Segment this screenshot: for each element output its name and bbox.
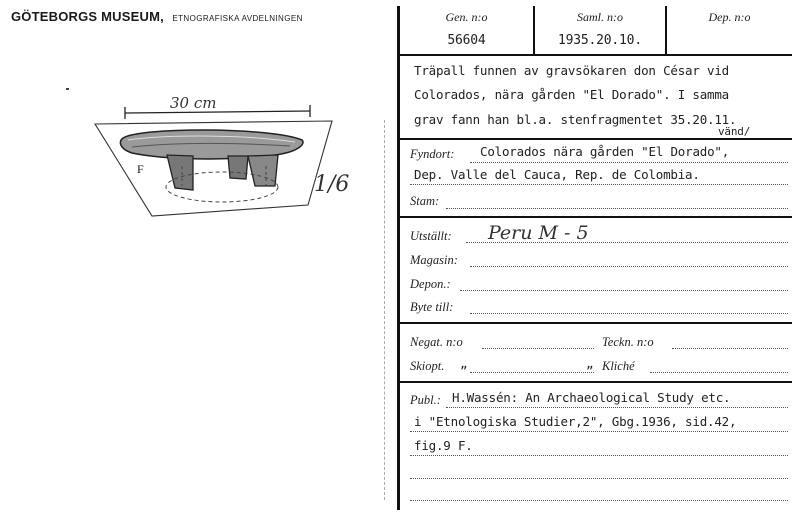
kliche-value: „ — [586, 356, 594, 371]
publ-dots-5 — [410, 500, 788, 501]
header-bottom-line — [398, 54, 792, 56]
saml-number-label: Saml. n:o — [577, 10, 623, 24]
utstallt-value: Peru M - 5 — [488, 222, 589, 244]
storage-bottom-line — [398, 322, 792, 324]
publ-dots-3 — [410, 455, 788, 456]
depon-dots — [460, 290, 788, 291]
publ-label: Publ.: — [410, 393, 441, 407]
skiopt-label: Skiopt. — [410, 359, 445, 373]
dep-number-cell — [667, 10, 792, 25]
saml-number-value: 1935.20.10. — [558, 33, 642, 48]
byte-label: Byte till: — [410, 300, 454, 314]
gen-number-value: 56604 — [447, 33, 486, 48]
publ-dots-4 — [410, 478, 788, 479]
description-note: vänd/ — [718, 125, 751, 138]
utstallt-label: Utställt: — [410, 229, 452, 243]
description-line-1: Träpall funnen av gravsökaren don César vid — [414, 63, 730, 78]
card-fold-line — [384, 120, 385, 500]
description-line-3: grav fann han bl.a. stenfragmentet 35.20.11. — [414, 112, 737, 127]
publ-line-1: H.Wassén: An Archaeological Study etc. — [452, 390, 731, 405]
description-bottom-line — [398, 138, 792, 140]
stool-drawing-icon — [70, 80, 370, 230]
department-name: ETNOGRAFISKA AVDELNINGEN — [172, 14, 303, 23]
stam-label: Stam: — [410, 194, 440, 208]
depon-label: Depon.: — [410, 277, 451, 291]
gen-number-label: Gen. n:o — [445, 10, 488, 24]
museum-name: GÖTEBORGS MUSEUM, — [11, 9, 164, 24]
skiopt-value: „ — [460, 356, 468, 371]
fyndort-line-1: Colorados nära gården "El Dorado", — [480, 144, 730, 159]
stool-sketch — [70, 80, 370, 230]
gen-number-cell — [400, 10, 533, 48]
teckn-label: Teckn. n:o — [602, 335, 654, 349]
fyndort-dots-2 — [410, 184, 788, 185]
teckn-dots — [672, 348, 788, 349]
byte-dots — [470, 313, 788, 314]
publ-dots-2 — [410, 431, 788, 432]
publ-line-3: fig.9 F. — [414, 438, 473, 453]
magasin-label: Magasin: — [410, 253, 458, 267]
skiopt-dots — [470, 372, 594, 373]
stam-dots — [446, 208, 788, 209]
fyndort-line-2: Dep. Valle del Cauca, Rep. de Colombia. — [414, 167, 700, 182]
card-left-border — [397, 6, 400, 510]
saml-number-cell — [535, 10, 665, 48]
museum-header — [11, 8, 303, 26]
sketch-dimension: 30 cm — [170, 94, 217, 112]
fyndort-label: Fyndort: — [410, 147, 455, 161]
publ-dots-1 — [446, 407, 788, 408]
negat-dots — [482, 348, 594, 349]
utstallt-dots — [466, 242, 788, 243]
magasin-dots — [470, 266, 788, 267]
sketch-figure-letter: F — [137, 162, 144, 176]
location-bottom-line — [398, 216, 792, 218]
negat-bottom-line — [398, 381, 792, 383]
dep-number-label: Dep. n:o — [708, 10, 751, 24]
kliche-dots — [650, 372, 788, 373]
fyndort-dots — [470, 162, 788, 163]
negat-label: Negat. n:o — [410, 335, 463, 349]
pencil-mark — [66, 88, 69, 90]
description-line-2: Colorados, nära gården "El Dorado". I samma — [414, 87, 730, 102]
publ-line-2: i "Etnologiska Studier,2", Gbg.1936, sid.42, — [414, 414, 737, 429]
kliche-label: Kliché — [602, 359, 635, 373]
sketch-scale: 1/6 — [314, 172, 350, 197]
